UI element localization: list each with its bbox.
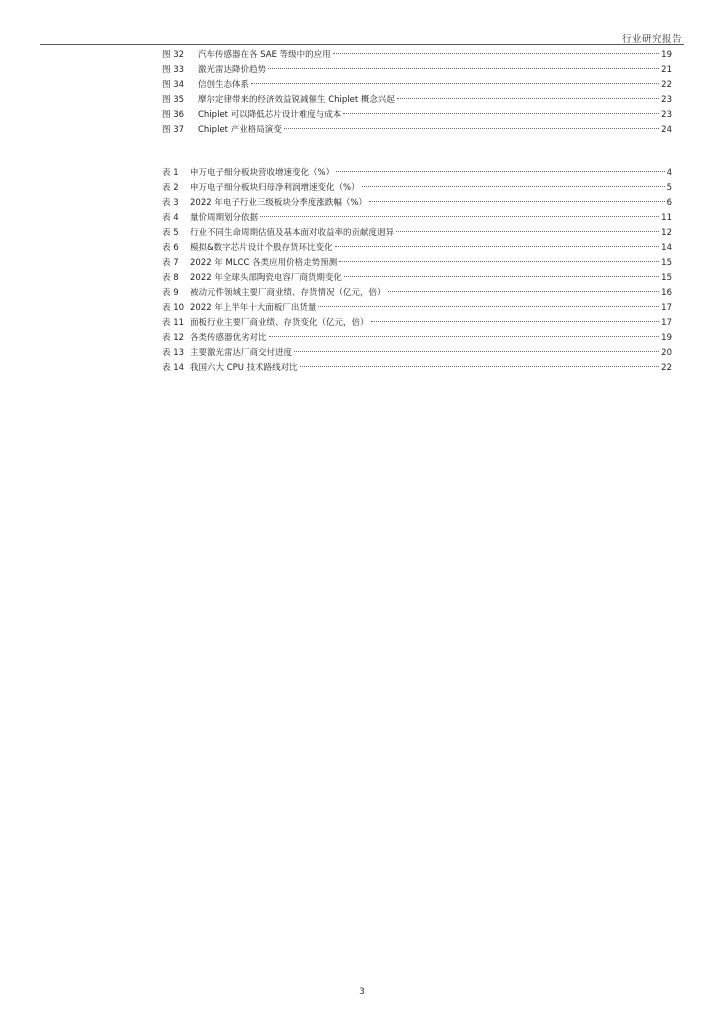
table-number: 表 13	[162, 348, 185, 358]
page-ref: 22	[661, 80, 672, 90]
toc-entry-table-2[interactable]	[162, 181, 672, 196]
toc-entry-table-13[interactable]	[162, 346, 672, 361]
dot-leader	[333, 53, 660, 54]
toc-entry-table-5[interactable]	[162, 226, 672, 241]
table-title: 2022 年全球头部陶瓷电容厂商货期变化	[190, 273, 342, 283]
dot-leader	[371, 321, 660, 322]
page-ref: 5	[666, 183, 672, 193]
toc-entry-table-3[interactable]	[162, 196, 672, 211]
figure-title: Chiplet 产业格局演变	[198, 125, 282, 135]
figure-number: 图 37	[162, 125, 185, 135]
page-ref: 16	[661, 288, 672, 298]
table-number: 表 6	[162, 243, 179, 253]
table-number: 表 8	[162, 273, 179, 283]
page-ref: 19	[661, 333, 672, 343]
table-number: 表 14	[162, 363, 185, 373]
figure-number: 图 35	[162, 95, 185, 105]
figure-title: 摩尔定律带来的经济效益锐减催生 Chiplet 概念兴起	[198, 95, 395, 105]
table-number: 表 2	[162, 183, 179, 193]
table-title: 我国六大 CPU 技术路线对比	[190, 363, 298, 373]
dot-leader	[268, 68, 659, 69]
dot-leader	[251, 83, 659, 84]
table-number: 表 7	[162, 258, 179, 268]
figure-number: 图 34	[162, 80, 185, 90]
toc-entry-table-9[interactable]	[162, 286, 672, 301]
dot-leader	[396, 231, 659, 232]
page-ref: 15	[661, 258, 672, 268]
figure-title: Chiplet 可以降低芯片设计难度与成本	[198, 110, 342, 120]
table-title: 面板行业主要厂商业绩、存货变化（亿元，倍）	[190, 318, 369, 328]
report-type-title: 行业研究报告	[621, 34, 682, 45]
page-ref: 21	[661, 65, 672, 75]
page-ref: 11	[661, 213, 672, 223]
table-number: 表 12	[162, 333, 185, 343]
dot-leader	[369, 201, 665, 202]
page-ref: 15	[661, 273, 672, 283]
page-ref: 24	[661, 125, 672, 135]
table-number: 表 4	[162, 213, 179, 223]
table-title: 2022 年上半年十大面板厂出货量	[190, 303, 317, 313]
table-number: 表 3	[162, 198, 179, 208]
toc-entry-table-4[interactable]	[162, 211, 672, 226]
table-title: 2022 年 MLCC 各类应用价格走势预测	[190, 258, 338, 268]
dot-leader	[269, 336, 660, 337]
table-title: 申万电子细分板块营收增速变化（%）	[190, 168, 335, 178]
table-title: 模拟&数字芯片设计个股存货环比变化	[190, 243, 333, 253]
figure-title: 信创生态体系	[198, 80, 250, 90]
toc-entry-figure-32[interactable]	[162, 48, 672, 63]
toc-entry-table-6[interactable]	[162, 241, 672, 256]
page-ref: 17	[661, 303, 672, 313]
table-title: 量价周期划分依据	[190, 213, 259, 223]
page-ref: 17	[661, 318, 672, 328]
table-list	[162, 166, 672, 376]
table-title: 申万电子细分板块归母净利润增速变化（%）	[190, 183, 360, 193]
toc-entry-table-12[interactable]	[162, 331, 672, 346]
page-ref: 14	[661, 243, 672, 253]
table-number: 表 9	[162, 288, 179, 298]
dot-leader	[339, 261, 659, 262]
page-number: 3	[359, 987, 365, 997]
dot-leader	[335, 246, 660, 247]
table-number: 表 11	[162, 318, 185, 328]
table-title: 各类传感器优劣对比	[190, 333, 267, 343]
figure-number: 图 36	[162, 110, 185, 120]
dot-leader	[344, 276, 659, 277]
figure-list	[162, 48, 672, 138]
page-ref: 20	[661, 348, 672, 358]
toc-entry-table-14[interactable]	[162, 361, 672, 376]
page-ref: 6	[666, 198, 672, 208]
dot-leader	[362, 186, 665, 187]
header-divider	[40, 44, 684, 45]
toc-entry-table-11[interactable]	[162, 316, 672, 331]
toc-entry-figure-37[interactable]	[162, 123, 672, 138]
table-number: 表 10	[162, 303, 185, 313]
toc-entry-figure-36[interactable]	[162, 108, 672, 123]
page-ref: 22	[661, 363, 672, 373]
dot-leader	[284, 128, 659, 129]
dot-leader	[343, 113, 659, 114]
page-ref: 19	[661, 50, 672, 60]
dot-leader	[294, 351, 659, 352]
figure-title: 汽车传感器在各 SAE 等级中的应用	[198, 50, 331, 60]
dot-leader	[388, 291, 660, 292]
table-title: 2022 年电子行业三级板块分季度涨跌幅（%）	[190, 198, 367, 208]
table-title: 行业不同生命周期估值及基本面对收益率的贡献度迥异	[190, 228, 395, 238]
toc-entry-table-1[interactable]	[162, 166, 672, 181]
dot-leader	[397, 98, 659, 99]
toc-entry-figure-33[interactable]	[162, 63, 672, 78]
table-title: 主要激光雷达厂商交付进度	[190, 348, 293, 358]
figure-number: 图 32	[162, 50, 185, 60]
table-number: 表 5	[162, 228, 179, 238]
toc-entry-table-10[interactable]	[162, 301, 672, 316]
page-ref: 23	[661, 110, 672, 120]
dot-leader	[336, 171, 664, 172]
toc-entry-figure-35[interactable]	[162, 93, 672, 108]
dot-leader	[260, 216, 659, 217]
dot-leader	[300, 366, 659, 367]
figure-number: 图 33	[162, 65, 185, 75]
toc-entry-table-7[interactable]	[162, 256, 672, 271]
table-number: 表 1	[162, 168, 179, 178]
page-ref: 4	[666, 168, 672, 178]
dot-leader	[318, 306, 659, 307]
table-title: 被动元件领域主要厂商业绩、存货情况（亿元，倍）	[190, 288, 386, 298]
toc-entry-table-8[interactable]	[162, 271, 672, 286]
figure-title: 激光雷达降价趋势	[198, 65, 267, 75]
page-ref: 23	[661, 95, 672, 105]
toc-entry-figure-34[interactable]	[162, 78, 672, 93]
page-ref: 12	[661, 228, 672, 238]
